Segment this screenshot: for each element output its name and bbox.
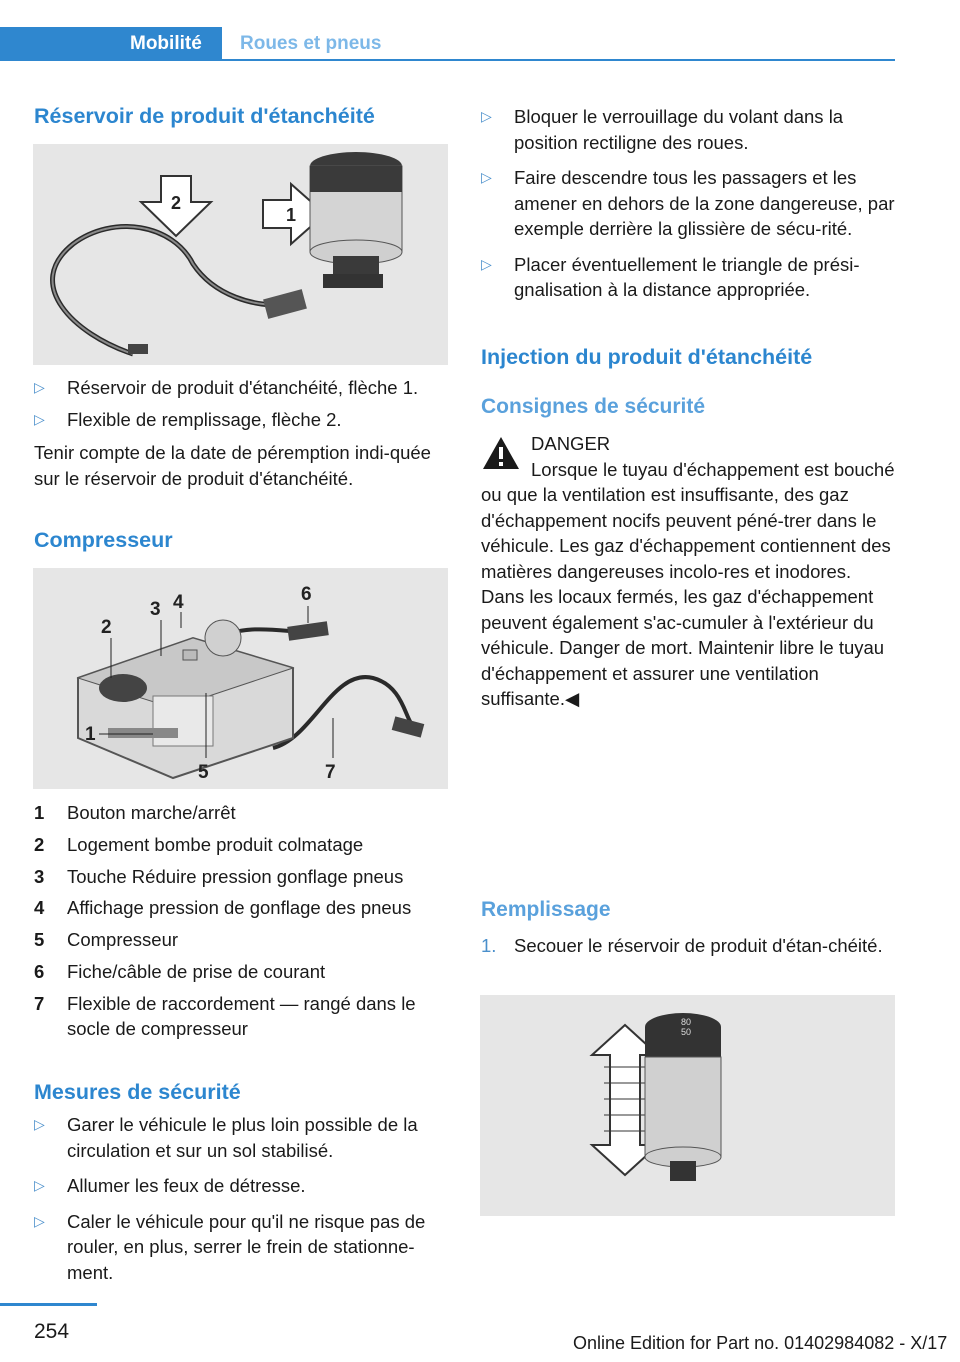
- step-number: 1.: [481, 935, 497, 956]
- heading-remplissage: Remplissage: [481, 898, 611, 921]
- legend-item: 1 Bouton marche/arrêt: [34, 802, 236, 823]
- arrow-1-label: 1: [285, 205, 297, 225]
- tab-mobilite-label: Mobilité: [130, 33, 202, 54]
- legend-item: 6 Fiche/câble de prise de courant: [34, 960, 326, 982]
- triangle-bullet-icon: ▷: [34, 379, 45, 395]
- reservoir-bullet: ▷ Réservoir de produit d'étanchéité, flèche 1.: [34, 375, 448, 401]
- mesures-bullet: ▷ Allumer les feux de détresse.: [34, 1173, 452, 1199]
- triangle-bullet-icon: ▷: [481, 255, 492, 272]
- compresseur-legend: [34, 800, 448, 1048]
- right-bullet: ▷ Placer éventuellement le triangle de prési-gnalisation à la distance appropriée.: [481, 253, 860, 300]
- shake-illustration: [480, 995, 895, 1216]
- figure-compresseur: [33, 568, 448, 789]
- legend-item: 5 Compresseur: [34, 929, 179, 951]
- callout-4: 4: [173, 592, 184, 613]
- triangle-bullet-icon: ▷: [481, 108, 492, 124]
- callout-7: 7: [325, 762, 336, 783]
- heading-consignes: Consignes de sécurité: [481, 395, 706, 418]
- triangle-bullet-icon: ▷: [34, 1177, 45, 1193]
- legend-item: 3 Touche Réduire pression gonflage pneus: [34, 865, 404, 887]
- right-bullet: ▷ Faire descendre tous les passagers et les amener en dehors de la zone dangereuse, par exemple derrière la glissière de sécu-rité.: [481, 167, 895, 239]
- step-item: 1. Secouer le réservoir de produit d'étan-chéité.: [481, 933, 895, 959]
- legend-item: 7 Flexible de raccordement — rangé dans le socle de compresseur: [34, 992, 416, 1040]
- compresseur-illustration: [33, 568, 448, 789]
- legend-item: 4 Affichage pression de gonflage des pneus: [34, 897, 412, 919]
- page-number: 254: [34, 1320, 70, 1343]
- mesures-bullet: ▷ Garer le véhicule le plus loin possible de la circulation et sur un sol stabilisé.: [34, 1114, 418, 1161]
- reservoir-note: Tenir compte de la date de péremption indi-quée sur le réservoir de produit d'étanchéité.: [34, 442, 431, 489]
- mesures-bullets: [34, 1112, 452, 1285]
- heading-reservoir: Réservoir de produit d'étanchéité: [34, 104, 375, 128]
- danger-title: DANGER: [531, 433, 611, 454]
- header-rule: [222, 59, 895, 61]
- callout-1: 1: [85, 724, 96, 745]
- heading-mesures: Mesures de sécurité: [34, 1080, 241, 1104]
- danger-text: Lorsque le tuyau d'échappement est bouché ou que la ventilation est insuffisante, des gaz d'échappement nocifs peuvent péné-trer dans le véhicule. Les gaz d'échappement contiennent des matières dangereuses incolo-res et inodores. Dans les locaux fermés, les gaz d'échappement peuvent également s'ac-cumuler à l'extérieur du véhicule. Danger de mort. Maintenir libre le tuyau d'échappement et assurer une ventilation suffisante.◀: [481, 458, 895, 709]
- callout-6: 6: [301, 584, 312, 605]
- danger-block: [481, 431, 895, 712]
- figure-reservoir: [33, 144, 448, 365]
- triangle-bullet-icon: ▷: [34, 1212, 45, 1229]
- triangle-bullet-icon: ▷: [34, 1116, 45, 1132]
- page-header: [0, 27, 895, 61]
- can-label-80: 80: [680, 1017, 692, 1027]
- triangle-bullet-icon: ▷: [34, 410, 45, 427]
- reservoir-bullet: ▷ Flexible de remplissage, flèche 2.: [34, 407, 448, 433]
- callout-2: 2: [101, 617, 112, 638]
- legend-item: 2 Logement bombe produit colmatage: [34, 833, 364, 855]
- triangle-bullet-icon: ▷: [481, 169, 492, 185]
- step-1: [481, 933, 895, 959]
- heading-compresseur: Compresseur: [34, 528, 173, 552]
- tab-mobilite: [0, 27, 222, 61]
- right-bullets: [481, 104, 895, 303]
- right-bullet: ▷ Bloquer le verrouillage du volant dans la position rectiligne des roues.: [481, 106, 844, 153]
- figure-shake: [480, 995, 895, 1216]
- can-label-50: 50: [680, 1027, 692, 1037]
- mesures-bullet: ▷ Caler le véhicule pour qu'il ne risque pas de rouler, en plus, serrer le frein de stationne-ment.: [34, 1210, 426, 1283]
- callout-5: 5: [198, 762, 209, 783]
- reservoir-illustration: [33, 144, 448, 365]
- footer-rule: [0, 1303, 97, 1306]
- heading-injection: Injection du produit d'étanchéité: [481, 345, 813, 369]
- edition-note: Online Edition for Part no. 01402984082 - X/17: [573, 1333, 948, 1353]
- warning-triangle-icon: [481, 435, 521, 471]
- reservoir-bullets: [34, 375, 448, 432]
- tab-roues-et-pneus: Roues et pneus: [240, 33, 382, 54]
- callout-3: 3: [150, 599, 161, 620]
- arrow-2-label: 2: [170, 193, 182, 213]
